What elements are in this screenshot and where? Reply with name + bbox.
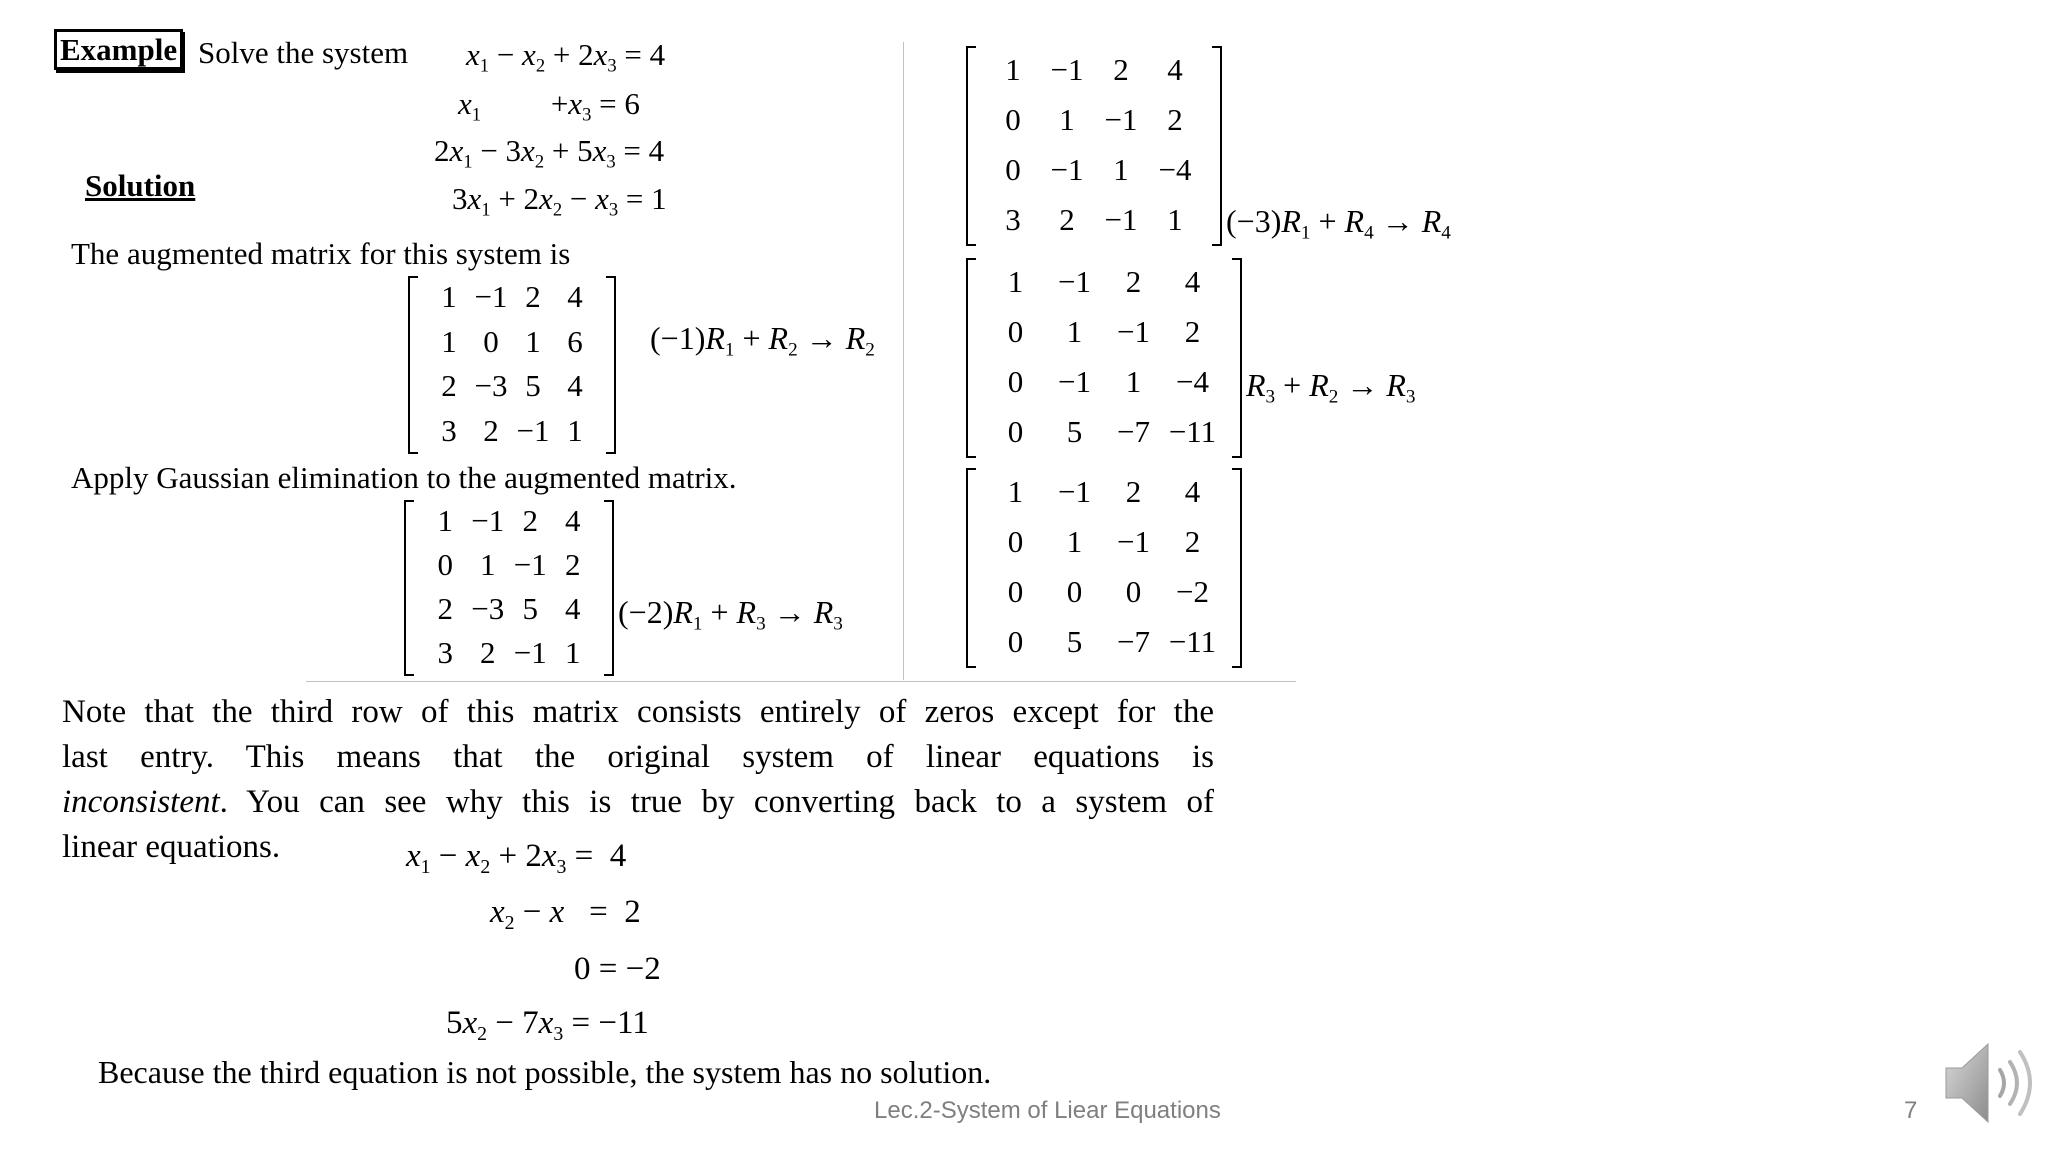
matrix-cell: 2: [522, 503, 538, 538]
matrix-cell: −11: [1168, 624, 1217, 659]
matrix-cell: −1: [1104, 202, 1138, 237]
matrix-cell: −1: [474, 279, 508, 315]
matrix-cell: 1: [1167, 202, 1183, 237]
matrix-cell: −1: [516, 412, 550, 448]
system-eq-1: $x_1 - x_2 + 2x_3 = 4$: [466, 37, 666, 77]
matrix-cell: −1: [1117, 524, 1150, 559]
row-op-3: $(-3)R_1 + R_4 \to R_4$: [1226, 203, 1451, 244]
matrix-cell: −3: [474, 368, 508, 404]
matrix-cell: 1: [1066, 524, 1083, 559]
matrix-cell: −1: [1117, 314, 1150, 349]
matrix-cell: 1: [1125, 364, 1142, 399]
matrix-cell: 1: [1113, 152, 1129, 187]
vertical-divider: [903, 42, 904, 680]
matrix-cell: 1: [565, 635, 581, 670]
matrix-cell: −1: [1050, 152, 1084, 187]
matrix-cell: −1: [1058, 364, 1091, 399]
matrix-cell: 0: [1125, 574, 1142, 609]
matrix-cell: 5: [525, 368, 541, 404]
matrix-cell: 3: [441, 412, 457, 448]
matrix-cell: 4: [567, 368, 583, 404]
matrix-cell: 2: [1184, 524, 1201, 559]
apply-text: Apply Gaussian elimination to the augmented matrix.: [71, 460, 737, 495]
matrix-cell: 3: [1005, 202, 1021, 237]
matrix-cell: −1: [513, 547, 547, 582]
back-eq-1: $x_1 - x_2 + 2x_3 = 4$: [406, 838, 627, 878]
matrix-cell: 1: [525, 323, 541, 359]
matrix-cell: −2: [1176, 574, 1209, 609]
matrix-cell: 4: [1167, 52, 1183, 87]
matrix-cell: −1: [1050, 52, 1084, 87]
inconsistent-word: inconsistent: [62, 784, 220, 820]
matrix-cell: 6: [567, 323, 583, 359]
system-eq-2: $x_1$ $+x_3 = 6$: [458, 86, 640, 126]
matrix-cell: −1: [513, 635, 547, 670]
matrix-cell: 0: [1005, 102, 1021, 137]
back-eq-4: $5x_2 - 7x_3 = -11$: [446, 1005, 649, 1045]
matrix-cell: 0: [1007, 524, 1024, 559]
matrix-cell: 2: [1125, 264, 1142, 299]
matrix-cell: 2: [483, 412, 499, 448]
matrix-cell: 0: [1007, 364, 1024, 399]
note-line-1: Note that the third row of this matrix consists entirely of zeros except for the: [62, 694, 1214, 730]
matrix-cell: 4: [1184, 264, 1201, 299]
matrix-cell: 1: [1007, 474, 1024, 509]
prompt-text: Solve the system: [198, 35, 409, 70]
system-eq-3: $2x_1 - 3x_2 + 5x_3 = 4$: [434, 133, 665, 173]
matrix-cell: 3: [437, 635, 453, 670]
matrix-step-1: [404, 500, 614, 676]
matrix-cell: 2: [525, 279, 541, 315]
matrix-cell: −3: [471, 591, 505, 626]
matrix-cell: 0: [1066, 574, 1083, 609]
horizontal-divider: [306, 681, 1296, 682]
matrix-cell: 2: [1125, 474, 1142, 509]
matrix-step-3: [966, 258, 1242, 458]
matrix-cell: 0: [1007, 574, 1024, 609]
matrix-cell: 0: [1007, 314, 1024, 349]
matrix-cell: 4: [567, 279, 583, 315]
matrix-cell: 0: [1005, 152, 1021, 187]
matrix-cell: 2: [480, 635, 496, 670]
matrix-cell: 2: [565, 547, 581, 582]
matrix-cell: −4: [1176, 364, 1209, 399]
matrix-cell: −7: [1117, 624, 1150, 659]
matrix-cell: 1: [441, 279, 457, 315]
matrix-cell: 5: [1066, 624, 1083, 659]
matrix-cell: 5: [522, 591, 538, 626]
example-label: Example: [54, 32, 183, 68]
matrix-cell: −1: [1058, 264, 1091, 299]
matrix-cell: −4: [1158, 152, 1192, 187]
matrix-cell: 0: [1007, 624, 1024, 659]
note-paragraph: [62, 690, 1214, 870]
matrix-cell: 2: [1059, 202, 1075, 237]
solution-label: Solution: [85, 168, 196, 203]
matrix-cell: 0: [437, 547, 453, 582]
system-eq-4: $3x_1 + 2x_2 - x_3 = 1$: [452, 181, 667, 221]
matrix-cell: 2: [1184, 314, 1201, 349]
matrix-cell: 1: [1059, 102, 1075, 137]
row-op-2: $(-2)R_1 + R_3 \to R_3$: [618, 594, 843, 635]
matrix-cell: 0: [483, 323, 499, 359]
matrix-cell: 1: [1007, 264, 1024, 299]
matrix-cell: −1: [471, 503, 505, 538]
matrix-cell: 2: [441, 368, 457, 404]
matrix-cell: 4: [565, 503, 581, 538]
matrix-step-4: [966, 468, 1242, 668]
matrix-cell: 5: [1066, 414, 1083, 449]
matrix-step-2: [966, 46, 1222, 246]
matrix-cell: 1: [480, 547, 496, 582]
matrix-cell: 1: [1005, 52, 1021, 87]
row-op-4: $R_3 + R_2 \to R_3$: [1246, 367, 1416, 408]
back-eq-2: $x_2 - x = 2$: [490, 894, 641, 934]
row-op-1: $(-1)R_1 + R_2 \to R_2$: [650, 320, 875, 361]
matrix-cell: 1: [567, 412, 583, 448]
matrix-cell: −1: [1104, 102, 1138, 137]
back-eq-3: 0 = −2: [574, 951, 661, 987]
matrix-cell: 2: [437, 591, 453, 626]
matrix-cell: 1: [1066, 314, 1083, 349]
note-line-2: last entry. This means that the original system of linear equations is: [62, 739, 1214, 775]
matrix-cell: −7: [1117, 414, 1150, 449]
matrix-cell: 4: [1184, 474, 1201, 509]
matrix-cell: 2: [1113, 52, 1129, 87]
matrix-cell: 4: [565, 591, 581, 626]
matrix-cell: −11: [1168, 414, 1217, 449]
conclusion-text: Because the third equation is not possible, the system has no solution.: [98, 1054, 992, 1090]
matrix-cell: −1: [1058, 474, 1091, 509]
matrix-cell: 0: [1007, 414, 1024, 449]
augmented-intro: The augmented matrix for this system is: [71, 236, 571, 271]
speaker-icon[interactable]: [1938, 1034, 2048, 1134]
matrix-augmented: [408, 276, 616, 454]
note-line-3: [62, 780, 1214, 825]
matrix-cell: 1: [441, 323, 457, 359]
page-number: 7: [1904, 1097, 1918, 1124]
note-line-3-rest: . You can see why this is true by converting back to a system of: [219, 784, 1214, 820]
matrix-cell: 2: [1167, 102, 1183, 137]
matrix-cell: 1: [437, 503, 453, 538]
footer-title: Lec.2-System of Liear Equations: [874, 1097, 1221, 1124]
note-line-4: linear equations.: [62, 829, 281, 865]
